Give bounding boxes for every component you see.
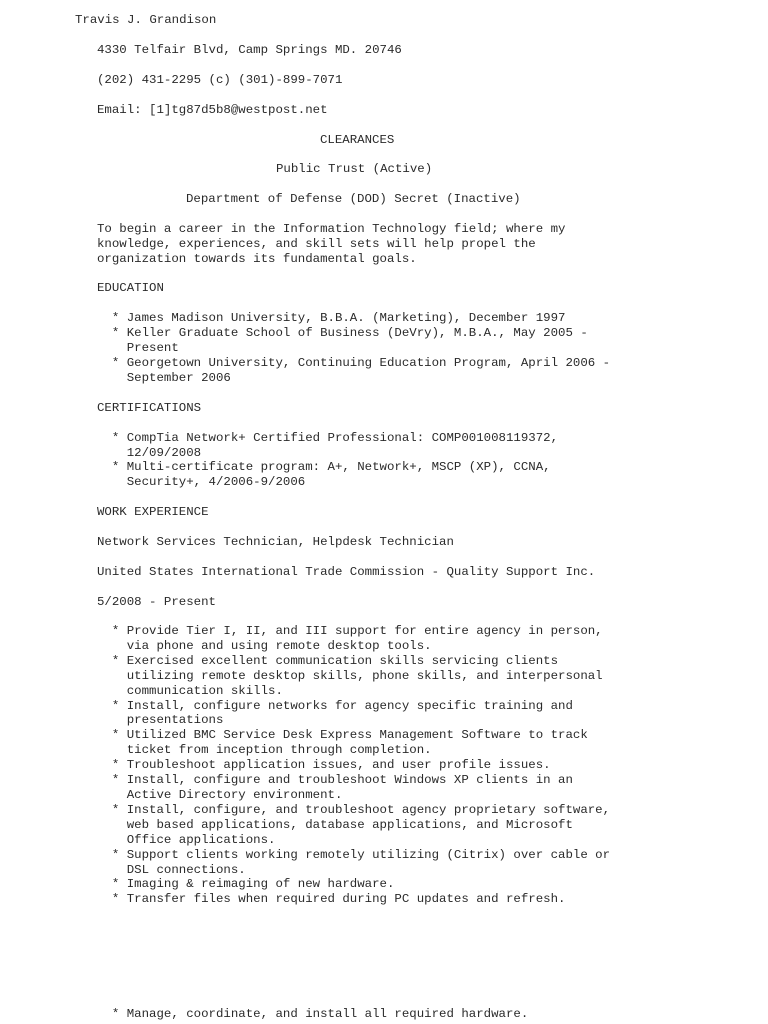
clearances-heading: CLEARANCES: [320, 133, 395, 147]
education-heading: EDUCATION: [97, 281, 164, 295]
phone: (202) 431-2295 (c) (301)-899-7071: [97, 73, 343, 87]
email[interactable]: Email: [1]tg87d5b8@westpost.net: [97, 103, 328, 117]
clearance-public-trust: Public Trust (Active): [276, 162, 433, 176]
education-item: * James Madison University, B.B.A. (Marketing), December 1997: [97, 311, 566, 325]
resume-name: Travis J. Grandison: [75, 13, 217, 27]
clearance-dod-secret: Department of Defense (DOD) Secret (Inactive): [186, 192, 521, 206]
education-item: * Georgetown University, Continuing Education Program, April 2006 - September 2006: [111, 356, 611, 385]
certification-item: * Multi-certificate program: A+, Network+, MSCP (XP), CCNA, Security+, 4/2006-9/2006: [111, 460, 551, 489]
job-title: Network Services Technician, Helpdesk Technician: [97, 535, 454, 549]
certifications-heading: CERTIFICATIONS: [97, 401, 202, 415]
employer: United States International Trade Commission - Quality Support Inc.: [97, 565, 596, 579]
work-experience-heading: WORK EXPERIENCE: [97, 505, 209, 519]
certification-item: * CompTia Network+ Certified Professional: COMP001008119372, 12/09/2008: [111, 431, 559, 460]
job-duty-item: * Manage, coordinate, and install all required hardware.: [97, 1007, 529, 1021]
job-dates: 5/2008 - Present: [97, 595, 216, 609]
objective: To begin a career in the Information Technology field; where my knowledge, experiences, and skill sets will help propel the organization towards its fundamental goals.: [97, 222, 566, 266]
address: 4330 Telfair Blvd, Camp Springs MD. 20746: [97, 43, 402, 57]
job-duties-list: * Provide Tier I, II, and III support for entire agency in person, via phone and using remote desktop tools. * Exercised excellent communication skills servicing clients utilizing remote desktop skills, phone skills, and interpersonal communication skills. * Install, configure networks for agency specific training and presentations * Utilized BMC Service Desk Express Management Software to track ticket from inception through completion. * Troubleshoot application issues, and user profile issues. * Install, configure and troubleshoot Windows XP clients in an Active Directory environment. * Install, configure, and troubleshoot agency proprietary software, web based applications, database applications, and Microsoft Office applications. * Support clients working remotely utilizing (Citrix) over cable or DSL connections. * Imaging & reimaging of new hardware. * Transfer files when required during PC updates and refresh.: [111, 624, 611, 907]
education-item: * Keller Graduate School of Business (DeVry), M.B.A., May 2005 - Present: [111, 326, 588, 355]
